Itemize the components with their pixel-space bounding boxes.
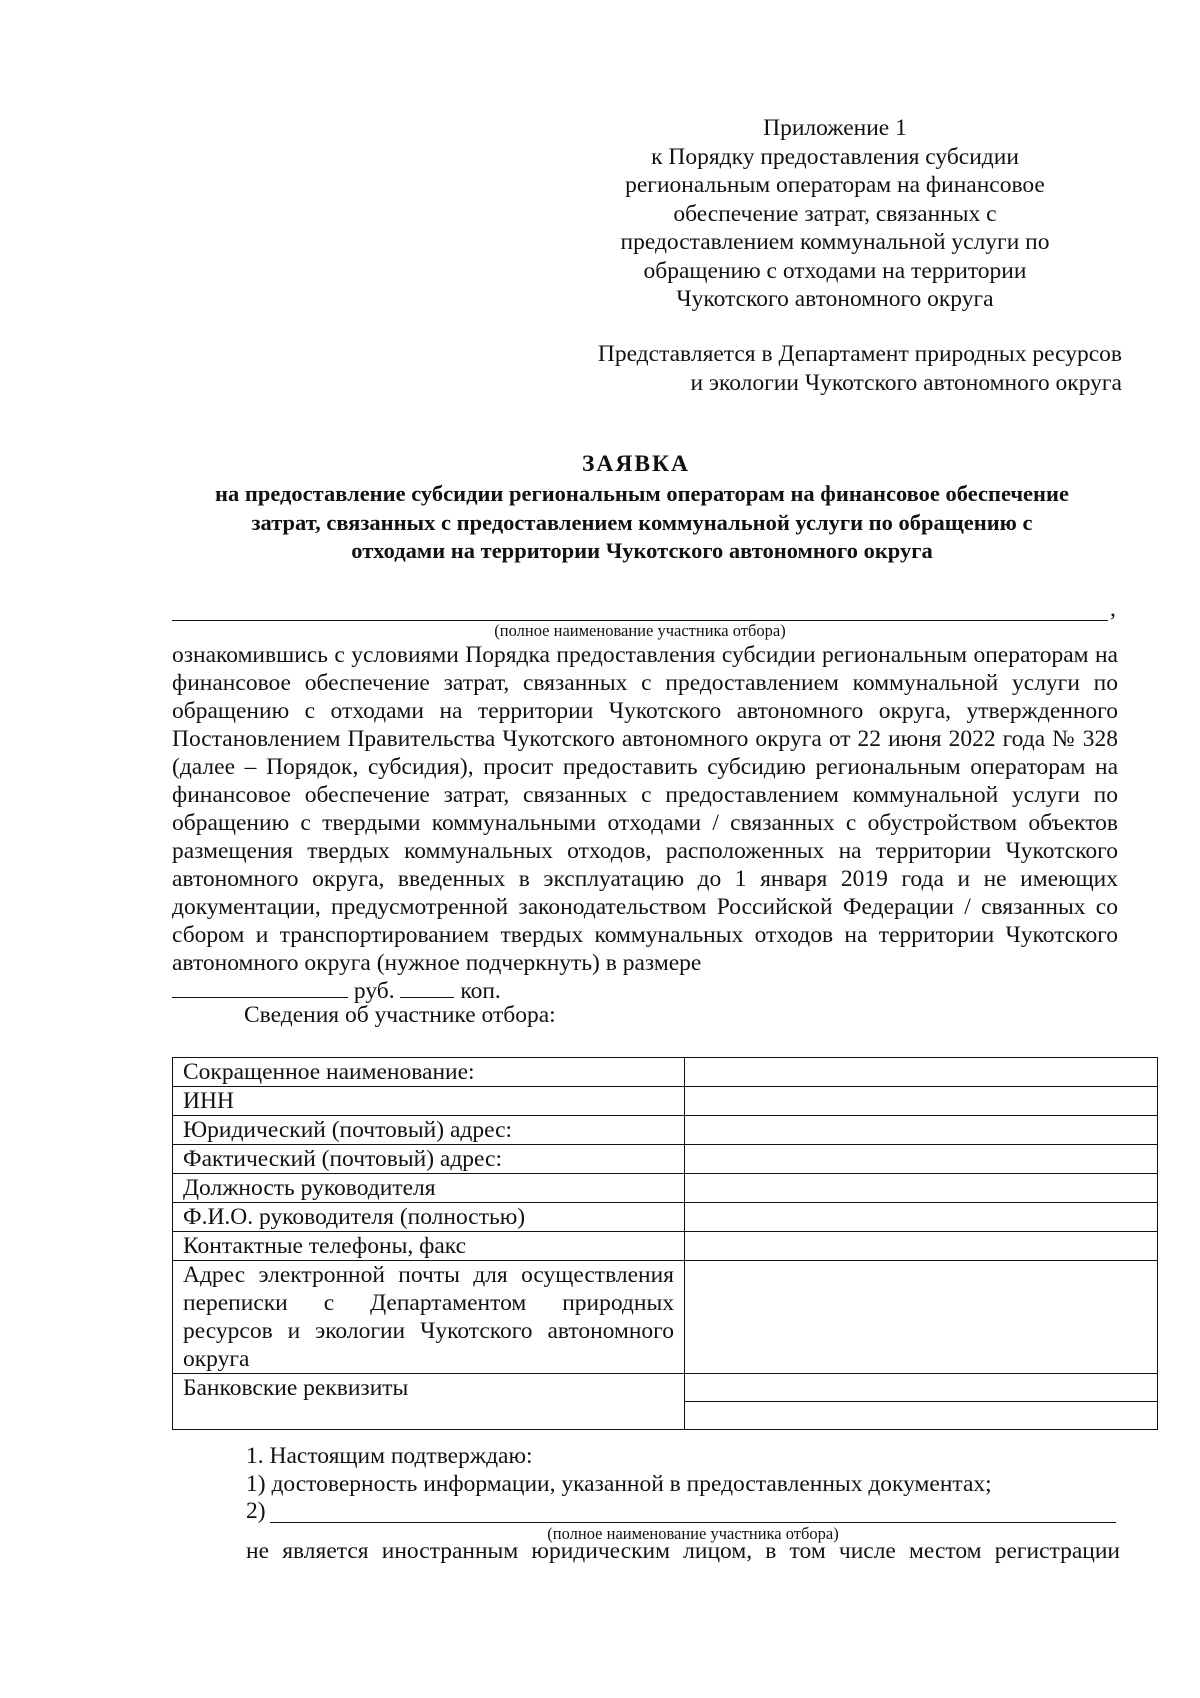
table-row	[173, 1116, 1158, 1145]
appendix-line: Приложение 1	[763, 115, 907, 141]
table-row	[173, 1374, 1158, 1430]
table-row	[173, 1087, 1158, 1116]
body-text: ознакомившись с условиями Порядка предоставления субсидии региональным операторам на финансовое обеспечение затрат, связанных с предоставлением коммунальной услуги по обращению с отходами на территории Чукотского автономного округа, утвержденного Постановлением Правительства Чукотского автономного округа от 22 июня 2022 года № 328 (далее – Порядок, субсидия), просит предоставить субсидию региональным операторам на финансовое обеспечение затрат, связанных с предоставлением коммунальной услуги по обращению с твердыми коммунальными отходами / связанных с обустройством объектов размещения твердых коммунальных отходов, расположенных на территории Чукотского автономного округа, введенных в эксплуатацию до 1 января 2019 года и не имеющих документации, предусмотренной законодательством Российской Федерации / связанных со сбором и транспортированием твердых коммунальных отходов на территории Чукотского автономного округа (нужное подчеркнуть) в размере	[172, 642, 1118, 976]
row-value-cell[interactable]	[685, 1145, 1158, 1174]
applicant-name-caption: (полное наименование участника отбора)	[494, 621, 786, 640]
confirmation-item-2-prefix: 2)	[246, 1498, 266, 1524]
rub-label: руб.	[353, 978, 395, 1004]
bank-details-subrow[interactable]	[685, 1402, 1157, 1429]
bank-details-subrow[interactable]	[685, 1374, 1157, 1402]
bank-details-cell	[685, 1374, 1158, 1430]
confirmation-text-line: не является иностранным юридическим лицом, в том числе местом регистрации	[246, 1538, 1120, 1564]
row-value-cell[interactable]	[685, 1203, 1158, 1232]
body-paragraph	[172, 641, 1118, 1005]
table-row	[173, 1203, 1158, 1232]
submitted-to-line1: Представляется в Департамент природных ресурсов	[597, 341, 1122, 367]
subtitle-line: затрат, связанных с предоставлением коммунальной услуги по обращению с	[251, 509, 1033, 535]
row-label: Фактический (почтовый) адрес:	[173, 1145, 685, 1174]
row-label: Сокращенное наименование:	[173, 1058, 685, 1087]
subtitle-line: отходами на территории Чукотского автономного округа	[351, 538, 933, 563]
submitted-to-block	[598, 340, 1122, 397]
confirmation-heading: 1. Настоящим подтверждаю:	[246, 1443, 533, 1469]
table-row	[173, 1232, 1158, 1261]
appendix-line: к Порядку предоставления субсидии	[651, 143, 1019, 170]
table-row	[173, 1145, 1158, 1174]
participant-info-table	[172, 1057, 1158, 1430]
appendix-line: Чукотского автономного округа	[676, 286, 994, 312]
submitted-to-line2: и экологии Чукотского автономного округа	[690, 369, 1122, 396]
row-value-cell[interactable]	[685, 1174, 1158, 1203]
row-label: Должность руководителя	[173, 1174, 685, 1203]
appendix-line: региональным операторам на финансовое	[625, 172, 1045, 198]
kop-amount-blank[interactable]	[400, 977, 454, 998]
appendix-block	[560, 114, 1110, 314]
row-label: Ф.И.О. руководителя (полностью)	[173, 1203, 685, 1232]
appendix-line: предоставлением коммунальной услуги по	[620, 229, 1050, 255]
row-label: Контактные телефоны, факс	[173, 1232, 685, 1261]
document-title: ЗАЯВКА	[581, 451, 691, 477]
row-label: Адрес электронной почты для осуществления переписки с Департаментом природных ресурсов и экологии Чукотского автономного округа	[173, 1261, 685, 1374]
participant-name-caption: (полное наименование участника отбора)	[547, 1524, 839, 1543]
row-label: ИНН	[173, 1087, 685, 1116]
row-value-cell[interactable]	[685, 1261, 1158, 1374]
row-label: Юридический (почтовый) адрес:	[173, 1116, 685, 1145]
row-value-cell[interactable]	[685, 1087, 1158, 1116]
appendix-line: обеспечение затрат, связанных с	[673, 200, 997, 227]
table-row	[173, 1261, 1158, 1374]
rub-amount-blank[interactable]	[172, 977, 348, 998]
subtitle-line: на предоставление субсидии региональным операторам на финансовое обеспечение	[215, 481, 1069, 506]
row-value-cell[interactable]	[685, 1116, 1158, 1145]
document-subtitle	[172, 480, 1112, 566]
applicant-comma: ,	[1110, 596, 1116, 622]
row-label: Банковские реквизиты	[173, 1374, 685, 1430]
confirmation-item-1: 1) достоверность информации, указанной в предоставленных документах;	[246, 1471, 992, 1497]
kop-label: коп.	[460, 978, 501, 1004]
table-row	[173, 1058, 1158, 1087]
row-value-cell[interactable]	[685, 1232, 1158, 1261]
participant-name-line[interactable]	[270, 1522, 1116, 1523]
row-value-cell[interactable]	[685, 1058, 1158, 1087]
participant-info-label: Сведения об участнике отбора:	[244, 1002, 556, 1028]
appendix-line: обращению с отходами на территории	[643, 257, 1027, 284]
table-row	[173, 1174, 1158, 1203]
